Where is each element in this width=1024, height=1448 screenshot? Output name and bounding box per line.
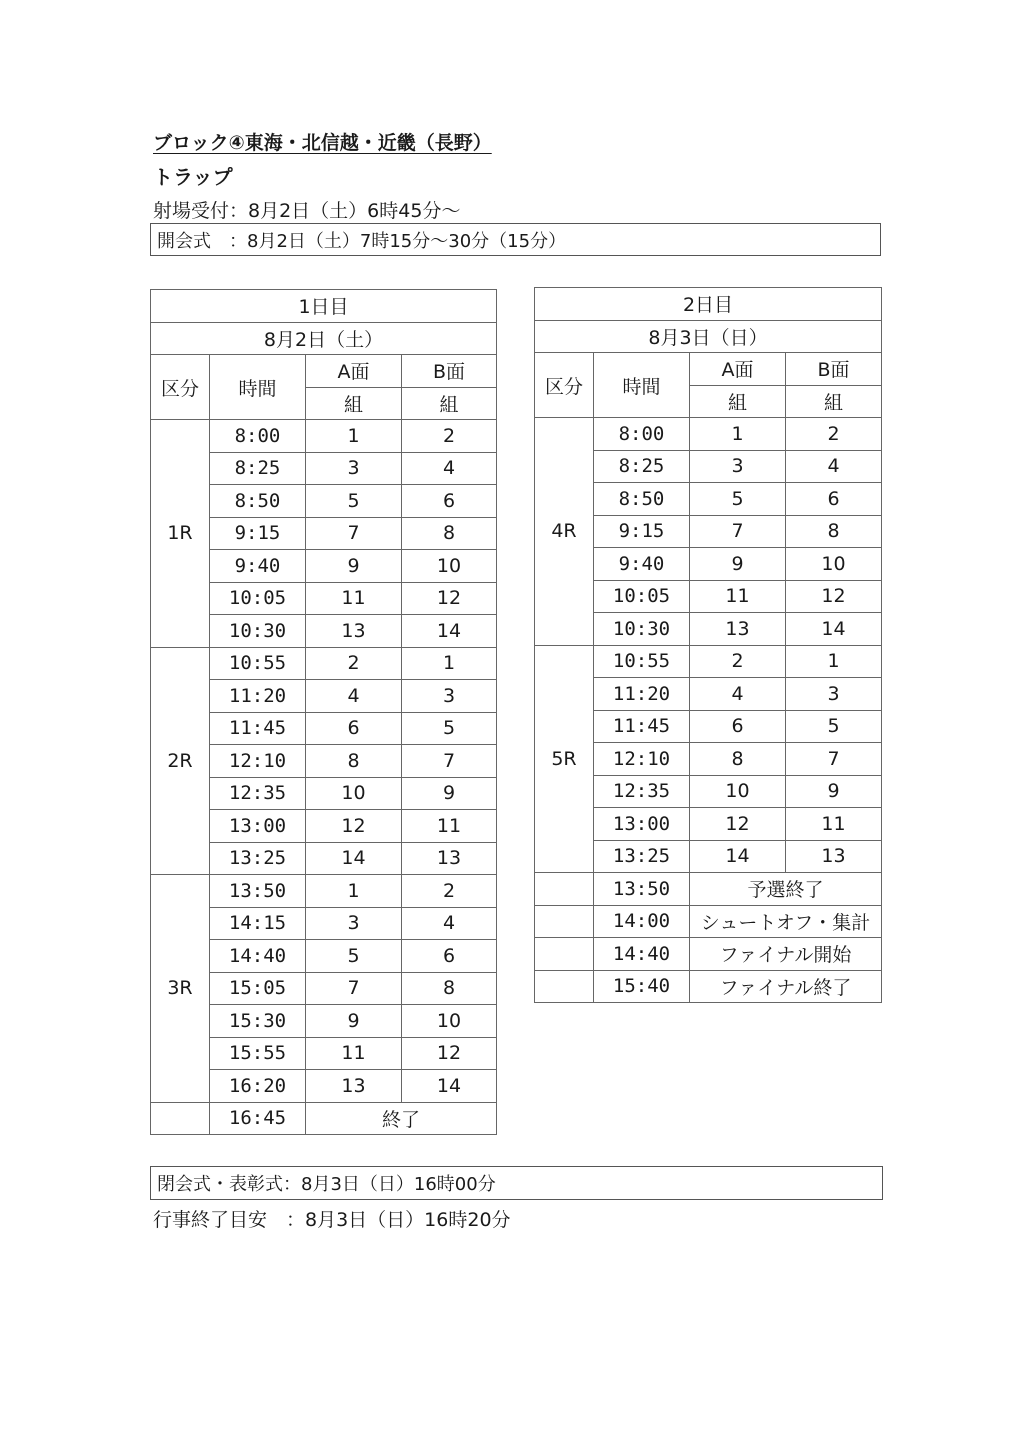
opening-ceremony: 開会式 ：8月2日（土）7時15分～30分（15分）	[150, 223, 881, 256]
time-cell: 8:25	[210, 452, 306, 485]
time-cell: 10:55	[210, 647, 306, 680]
day-label: 1日目	[151, 290, 497, 323]
time-cell: 8:50	[594, 483, 690, 516]
a-group-cell: 7	[306, 517, 402, 550]
b-group-cell: 11	[402, 810, 497, 843]
column-time: 時間	[210, 355, 306, 420]
table-row	[151, 647, 497, 680]
table-row	[535, 938, 882, 971]
a-group-cell: 1	[690, 418, 786, 451]
status-cell: 予選終了	[690, 873, 882, 906]
day1-schedule-table	[150, 289, 497, 1135]
a-group-cell: 9	[690, 548, 786, 581]
time-cell: 14:15	[210, 907, 306, 940]
a-group-cell: 7	[690, 515, 786, 548]
b-group-cell: 7	[402, 745, 497, 778]
header-row	[535, 288, 882, 321]
time-cell: 9:40	[210, 550, 306, 583]
time-cell: 10:30	[210, 615, 306, 648]
a-group-cell: 13	[306, 1070, 402, 1103]
b-group-cell: 8	[402, 972, 497, 1005]
b-group-cell: 14	[402, 1070, 497, 1103]
a-group-cell: 14	[306, 842, 402, 875]
column-a-group: 組	[690, 385, 786, 418]
time-cell: 9:15	[210, 517, 306, 550]
status-cell: シュートオフ・集計	[690, 905, 882, 938]
b-group-cell: 12	[402, 1037, 497, 1070]
b-group-cell: 5	[402, 712, 497, 745]
table-row	[151, 420, 497, 453]
column-division: 区分	[535, 353, 594, 418]
reception-time: 射場受付：8月2日（土）6時45分～	[153, 200, 461, 222]
a-group-cell: 8	[306, 745, 402, 778]
a-group-cell: 12	[306, 810, 402, 843]
column-b-group: 組	[402, 387, 497, 420]
round-label: 2R	[151, 647, 210, 875]
a-group-cell: 3	[690, 450, 786, 483]
b-group-cell: 5	[786, 710, 882, 743]
a-group-cell: 13	[690, 613, 786, 646]
b-group-cell: 10	[402, 1005, 497, 1038]
round-label: 1R	[151, 420, 210, 648]
column-a-face: A面	[306, 355, 402, 388]
b-group-cell: 12	[786, 580, 882, 613]
table-row	[151, 875, 497, 908]
b-group-cell: 10	[402, 550, 497, 583]
a-group-cell: 5	[306, 485, 402, 518]
a-group-cell: 1	[306, 875, 402, 908]
time-cell: 15:30	[210, 1005, 306, 1038]
column-a-face: A面	[690, 353, 786, 386]
column-b-face: B面	[402, 355, 497, 388]
a-group-cell: 10	[690, 775, 786, 808]
closing-ceremony: 閉会式・表彰式：8月3日（日）16時00分	[150, 1166, 883, 1200]
column-time: 時間	[594, 353, 690, 418]
column-division: 区分	[151, 355, 210, 420]
a-group-cell: 4	[690, 678, 786, 711]
b-group-cell: 2	[786, 418, 882, 451]
b-group-cell: 9	[402, 777, 497, 810]
date-label: 8月2日（土）	[151, 322, 497, 355]
a-group-cell: 3	[306, 907, 402, 940]
header-row	[535, 353, 882, 386]
a-group-cell: 11	[306, 1037, 402, 1070]
a-group-cell: 11	[306, 582, 402, 615]
event-name: トラップ	[153, 165, 233, 189]
empty-cell	[535, 970, 594, 1003]
b-group-cell: 11	[786, 808, 882, 841]
column-b-face: B面	[786, 353, 882, 386]
time-cell: 13:00	[594, 808, 690, 841]
b-group-cell: 3	[402, 680, 497, 713]
round-label: 3R	[151, 875, 210, 1103]
time-cell: 13:25	[210, 842, 306, 875]
b-group-cell: 14	[402, 615, 497, 648]
date-label: 8月3日（日）	[535, 320, 882, 353]
event-end-estimate: 行事終了目安 ：8月3日（日）16時20分	[153, 1209, 511, 1231]
time-cell: 13:50	[210, 875, 306, 908]
time-cell: 11:45	[210, 712, 306, 745]
time-cell: 13:25	[594, 840, 690, 873]
day-label: 2日目	[535, 288, 882, 321]
empty-cell	[535, 873, 594, 906]
b-group-cell: 7	[786, 743, 882, 776]
table-row	[535, 645, 882, 678]
a-group-cell: 1	[306, 420, 402, 453]
time-cell: 9:40	[594, 548, 690, 581]
b-group-cell: 2	[402, 875, 497, 908]
b-group-cell: 12	[402, 582, 497, 615]
a-group-cell: 13	[306, 615, 402, 648]
a-group-cell: 3	[306, 452, 402, 485]
b-group-cell: 3	[786, 678, 882, 711]
a-group-cell: 5	[306, 940, 402, 973]
time-cell: 11:45	[594, 710, 690, 743]
a-group-cell: 2	[690, 645, 786, 678]
table-row	[535, 873, 882, 906]
a-group-cell: 11	[690, 580, 786, 613]
time-cell: 12:10	[210, 745, 306, 778]
header-row	[535, 320, 882, 353]
header-row	[151, 355, 497, 388]
time-cell: 14:40	[210, 940, 306, 973]
status-cell: ファイナル開始	[690, 938, 882, 971]
b-group-cell: 13	[786, 840, 882, 873]
a-group-cell: 4	[306, 680, 402, 713]
time-cell: 11:20	[594, 678, 690, 711]
a-group-cell: 2	[306, 647, 402, 680]
b-group-cell: 8	[786, 515, 882, 548]
b-group-cell: 4	[402, 907, 497, 940]
b-group-cell: 1	[402, 647, 497, 680]
empty-cell	[535, 938, 594, 971]
b-group-cell: 6	[402, 485, 497, 518]
time-cell: 16:45	[210, 1102, 306, 1135]
empty-cell	[535, 905, 594, 938]
a-group-cell: 6	[306, 712, 402, 745]
header-row	[151, 322, 497, 355]
time-cell: 12:35	[594, 775, 690, 808]
b-group-cell: 2	[402, 420, 497, 453]
time-cell: 10:05	[210, 582, 306, 615]
table-row	[535, 418, 882, 451]
time-cell: 10:30	[594, 613, 690, 646]
time-cell: 8:50	[210, 485, 306, 518]
time-cell: 12:35	[210, 777, 306, 810]
document-title: ブロック④東海・北信越・近畿（長野）	[153, 132, 492, 154]
a-group-cell: 12	[690, 808, 786, 841]
b-group-cell: 4	[786, 450, 882, 483]
b-group-cell: 6	[786, 483, 882, 516]
b-group-cell: 4	[402, 452, 497, 485]
time-cell: 14:00	[594, 905, 690, 938]
b-group-cell: 14	[786, 613, 882, 646]
time-cell: 13:50	[594, 873, 690, 906]
b-group-cell: 13	[402, 842, 497, 875]
a-group-cell: 9	[306, 1005, 402, 1038]
time-cell: 12:10	[594, 743, 690, 776]
time-cell: 15:55	[210, 1037, 306, 1070]
status-cell: ファイナル終了	[690, 970, 882, 1003]
column-a-group: 組	[306, 387, 402, 420]
time-cell: 9:15	[594, 515, 690, 548]
round-label: 4R	[535, 418, 594, 646]
b-group-cell: 10	[786, 548, 882, 581]
empty-cell	[151, 1102, 210, 1135]
b-group-cell: 1	[786, 645, 882, 678]
b-group-cell: 9	[786, 775, 882, 808]
header-row	[151, 290, 497, 323]
day2-schedule-table	[534, 287, 882, 1003]
a-group-cell: 8	[690, 743, 786, 776]
time-cell: 13:00	[210, 810, 306, 843]
time-cell: 15:05	[210, 972, 306, 1005]
a-group-cell: 5	[690, 483, 786, 516]
a-group-cell: 9	[306, 550, 402, 583]
table-row	[151, 1102, 497, 1135]
time-cell: 16:20	[210, 1070, 306, 1103]
time-cell: 8:00	[210, 420, 306, 453]
a-group-cell: 6	[690, 710, 786, 743]
b-group-cell: 6	[402, 940, 497, 973]
time-cell: 11:20	[210, 680, 306, 713]
time-cell: 8:00	[594, 418, 690, 451]
column-b-group: 組	[786, 385, 882, 418]
a-group-cell: 10	[306, 777, 402, 810]
table-row	[535, 905, 882, 938]
time-cell: 10:05	[594, 580, 690, 613]
time-cell: 8:25	[594, 450, 690, 483]
status-cell: 終了	[306, 1102, 497, 1135]
b-group-cell: 8	[402, 517, 497, 550]
table-row	[535, 970, 882, 1003]
a-group-cell: 7	[306, 972, 402, 1005]
a-group-cell: 14	[690, 840, 786, 873]
time-cell: 10:55	[594, 645, 690, 678]
time-cell: 14:40	[594, 938, 690, 971]
round-label: 5R	[535, 645, 594, 873]
time-cell: 15:40	[594, 970, 690, 1003]
